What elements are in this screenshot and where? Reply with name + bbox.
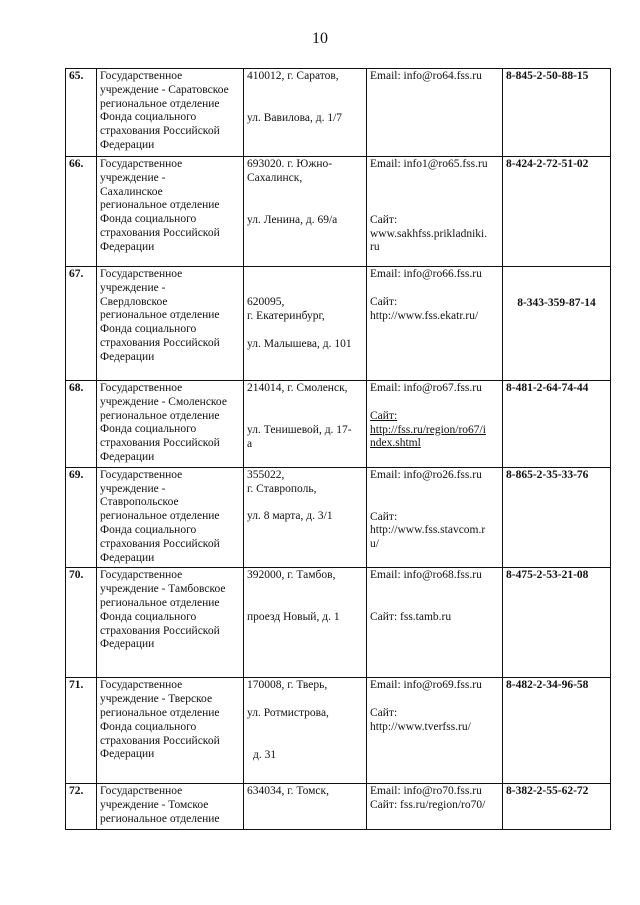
contacts: Email: info@ro26.fss.ru Сайт: http://www.fss.stavcom.r u/ [367,467,503,568]
website-link[interactable]: http://www.fss.stavcom.r [370,524,486,537]
website-link[interactable]: http://www.tverfss.ru/ [370,720,471,733]
address: 392000, г. Тамбов, проезд Новый, д. 1 [244,568,367,678]
page-number: 10 [312,30,328,47]
institution-name: Государственное учреждение - Ставропольское региональное отделение Фонда социального страхования Российской Федерации [97,467,244,568]
institution-name: Государственное учреждение - Томское региональное отделение [97,784,244,830]
table-row [66,467,611,568]
row-number: 69. [66,467,97,568]
website-link[interactable]: Сайт: fss.tamb.ru [370,611,452,624]
phone-number: 8-475-2-53-21-08 [503,568,611,678]
row-number: 68. [66,381,97,468]
institution-name: Государственное учреждение - Тверское региональное отделение Фонда социального страхования Российской Федерации [97,678,244,784]
contacts: Email: info@ro69.fss.ru Сайт: http://www.tverfss.ru/ [367,678,503,784]
email[interactable]: Email: info1@ro65.fss.ru [370,158,488,170]
email[interactable]: Email: info@ro64.fss.ru [370,70,482,82]
row-number: 66. [66,157,97,267]
institution-name: Государственное учреждение - Саратовское региональное отделение Фонда социального страхования Российской Федерации [97,69,244,157]
address: 214014, г. Смоленск, ул. Тенишевой, д. 17- а [244,381,367,468]
row-number: 70. [66,568,97,678]
institution-name: Государственное учреждение - Тамбовское региональное отделение Фонда социального страхования Российской Федерации [97,568,244,678]
contacts [367,69,503,157]
contacts: Email: info@ro66.fss.ru Сайт: http://www.fss.ekatr.ru/ [367,267,503,381]
regional-offices-table [65,68,611,830]
email[interactable]: Email: info@ro70.fss.ru [370,785,482,798]
contacts [367,568,503,678]
address: 620095, г. Екатеринбург, ул. Малышева, д. 101 [244,267,367,381]
phone-number: 8-424-2-72-51-02 [503,157,611,267]
table-row [66,157,611,267]
table-row [66,69,611,157]
website-link[interactable]: http://www.fss.ekatr.ru/ [370,309,479,322]
table-row [66,784,611,830]
row-number: 72. [66,784,97,830]
email[interactable]: Email: info@ro66.fss.ru [370,268,482,280]
email[interactable]: Email: info@ro26.fss.ru [370,468,482,481]
table-row [66,568,611,678]
website-link[interactable]: www.sakhfss.prikladniki. [370,227,488,240]
contacts: Email: info1@ro65.fss.ru Сайт: www.sakhfss.prikladniki. ru [367,157,503,267]
phone-number: 8-845-2-50-88-15 [503,69,611,157]
contacts [367,784,503,830]
website-link[interactable]: Сайт: fss.ru/region/ro70/ [370,799,486,812]
phone-number: 8-481-2-64-74-44 [503,381,611,468]
row-number: 71. [66,678,97,784]
email[interactable]: Email: info@ro68.fss.ru [370,569,482,582]
table-row [66,267,611,381]
email[interactable]: Email: info@ro69.fss.ru [370,679,482,692]
address: 355022, г. Ставрополь, ул. 8 марта, д. 3/1 [244,467,367,568]
website-link[interactable]: http://fss.ru/region/ro67/i [370,423,486,436]
address: 634034, г. Томск, [244,784,367,830]
row-number: 65. [66,69,97,157]
institution-name: Государственное учреждение - Сахалинское региональное отделение Фонда социального страхования Российской Федерации [97,157,244,267]
phone-number: 8-382-2-55-62-72 [503,784,611,830]
phone-number: 8-865-2-35-33-76 [503,467,611,568]
phone-number: 8-343-359-87-14 [503,267,611,381]
table-row [66,381,611,468]
row-number: 67. [66,267,97,381]
institution-name: Государственное учреждение - Свердловское региональное отделение Фонда социального страхования Российской Федерации [97,267,244,381]
table-row [66,678,611,784]
address: 410012, г. Саратов, ул. Вавилова, д. 1/7 [244,69,367,157]
email[interactable]: Email: info@ro67.fss.ru [370,382,482,394]
address: 693020. г. Южно- Сахалинск, ул. Ленина, д. 69/а [244,157,367,267]
phone-number: 8-482-2-34-96-58 [503,678,611,784]
contacts: Email: info@ro67.fss.ru Сайт: http://fss.ru/region/ro67/i ndex.shtml [367,381,503,468]
institution-name: Государственное учреждение - Смоленское региональное отделение Фонда социального страхования Российской Федерации [97,381,244,468]
address: 170008, г. Тверь, ул. Ротмистрова, д. 31 [244,678,367,784]
